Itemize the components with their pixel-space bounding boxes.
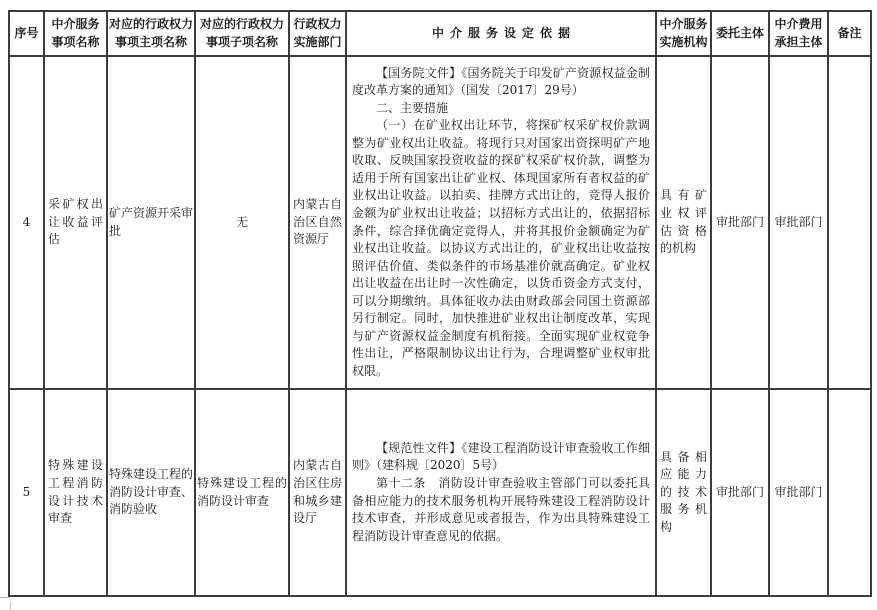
col-header-seq: 序号 xyxy=(9,11,44,56)
sub-item-cell: 无 xyxy=(195,56,289,389)
col-header-entrusting-subject: 委托主体 xyxy=(711,11,769,56)
entrusting-subject-cell: 审批部门 xyxy=(711,389,769,596)
basis-paragraph: 第十二条 消防设计审查验收主管部门可以委托具备相应能力的技术服务机构开展特殊建设工程消防设计技术审查，并形成意见或者报告，作为出具特殊建设工程消防设计审查意见的依据。 xyxy=(352,475,650,543)
fee-bearer-cell: 审批部门 xyxy=(769,389,828,596)
table-header-row xyxy=(9,11,871,56)
page-edge-horizontal xyxy=(0,597,9,598)
col-header-sub-item: 对应的行政权力事项子项名称 xyxy=(195,11,289,56)
col-header-implementing-agency: 中介服务实施机构 xyxy=(656,11,711,56)
basis-paragraph: 二、主要措施 xyxy=(376,100,449,115)
remarks-cell xyxy=(828,56,871,389)
authority-dept-cell: 内蒙古自治区自然资源厅 xyxy=(289,56,346,389)
basis-cell xyxy=(346,56,656,389)
main-item-cell: 特殊建设工程的消防设计审查、消防验收 xyxy=(107,389,195,596)
service-name-cell: 采矿权出让收益评估 xyxy=(44,56,107,389)
col-header-service-name: 中介服务事项名称 xyxy=(44,11,107,56)
col-header-remarks: 备注 xyxy=(828,11,871,56)
table-row xyxy=(9,389,871,596)
basis-paragraph: 【规范性文件】《建设工程消防设计审查验收工作细则》（建科规〔2020〕5号） xyxy=(352,440,650,473)
authority-dept-cell: 内蒙古自治区住房和城乡建设厅 xyxy=(289,389,346,596)
page-edge-vertical xyxy=(10,601,11,610)
remarks-cell xyxy=(828,389,871,596)
main-item-cell: 矿产资源开采审批 xyxy=(107,56,195,389)
implementing-agency-cell: 具有矿业权评估资格的机构 xyxy=(656,56,711,389)
seq-cell: 4 xyxy=(9,56,44,389)
basis-paragraph: 【国务院文件】《国务院关于印发矿产资源权益金制度改革方案的通知》（国发〔2017〕29号） xyxy=(352,65,650,98)
entrusting-subject-cell: 审批部门 xyxy=(711,56,769,389)
implementing-agency-cell: 具备相应能力的技术服务机构 xyxy=(656,389,711,596)
col-header-fee-bearer: 中介费用承担主体 xyxy=(769,11,828,56)
table-row xyxy=(9,56,871,389)
basis-paragraph: （一）在矿业权出让环节，将探矿权采矿权价款调整为矿业权出让收益。将现行只对国家出资探明矿产地收取、反映国家投资收益的探矿权采矿权价款，调整为适用于所有国家出让矿业权、体现国家所有者权益的矿业权出让收益。以拍卖、挂牌方式出让的，竞得人报价金额为矿业权出让收益；以招标方式出让的，依据招标条件，综合择优确定竞得人，并将其报价金额确定为矿业权出让收益。以协议方式出让的，矿业权出让收益按照评估价值、类似条件的市场基准价就高确定。矿业权出让收益在出让时一次性确定，以货币资金方式支付，可以分期缴纳。具体征收办法由财政部会同国土资源部另行制定。同时，加快推进矿业权出让制度改革，实现与矿产资源权益金制度有机衔接。全面实现矿业权竞争性出让，严格限制协议出让行为，合理调整矿业权审批权限。 xyxy=(352,118,650,378)
intermediary-services-table xyxy=(8,10,872,597)
service-name-cell: 特殊建设工程消防设计技术审查 xyxy=(44,389,107,596)
seq-cell: 5 xyxy=(9,389,44,596)
col-header-authority-dept: 行政权力实施部门 xyxy=(289,11,346,56)
col-header-main-item: 对应的行政权力事项主项名称 xyxy=(107,11,195,56)
basis-cell xyxy=(346,389,656,596)
sub-item-cell: 特殊建设工程的消防设计审查 xyxy=(195,389,289,596)
fee-bearer-cell: 审批部门 xyxy=(769,56,828,389)
col-header-basis: 中介服务设定依据 xyxy=(346,11,656,56)
